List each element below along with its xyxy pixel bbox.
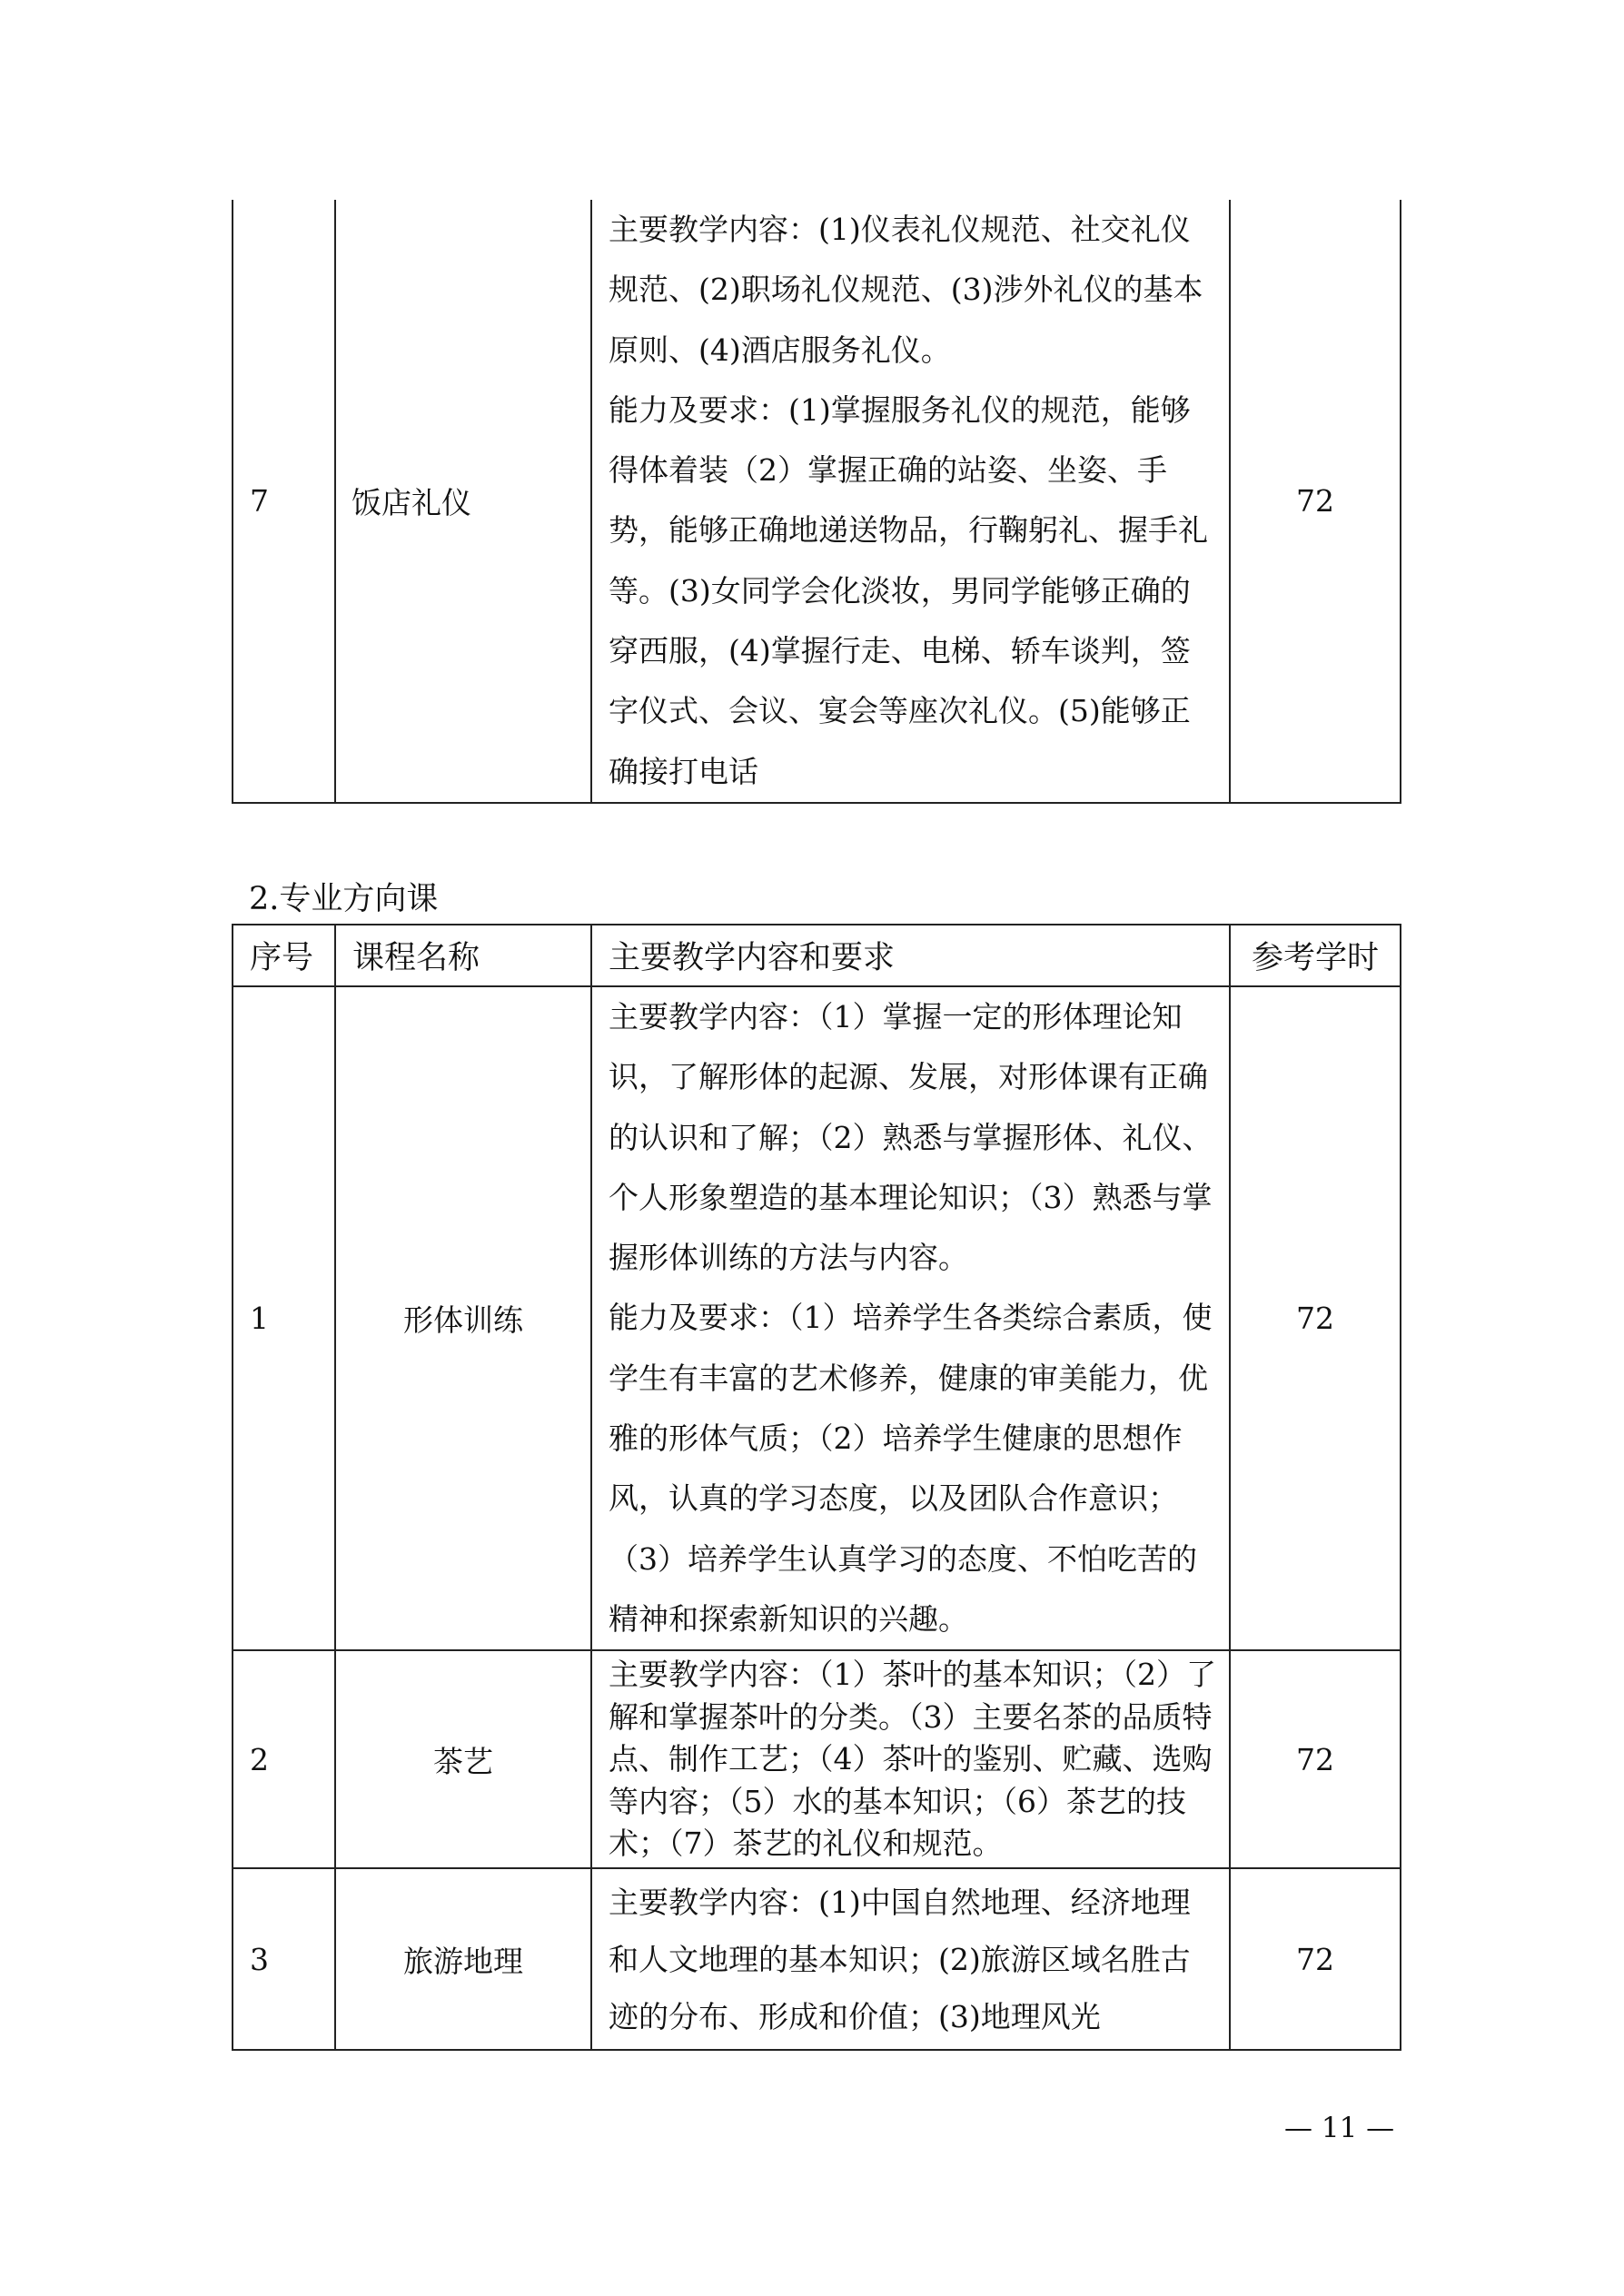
content-paragraph: 能力及要求：(1)掌握服务礼仪的规范，能够得体着装（2）掌握正确的站姿、坐姿、手势，能够正确地递送物品，行鞠躬礼、握手礼等。(3)女同学会化淡妆，男同学能够正确的穿西服，(4)掌握行走、电梯、轿车谈判，签字仪式、会议、宴会等座次礼仪。(5)能够正确接打电话 [609, 391, 1208, 789]
section-title: 2.专业方向课 [249, 881, 439, 917]
course-number: 3 [233, 1868, 335, 2050]
course-content [591, 200, 1230, 803]
course-table [232, 924, 1401, 2051]
course-hours: 72 [1230, 1868, 1401, 2050]
course-name: 形体训练 [335, 986, 591, 1650]
content-paragraph: 主要教学内容：（1）掌握一定的形体理论知识，了解形体的起源、发展，对形体课有正确的认识和了解；（2）熟悉与掌握形体、礼仪、个人形象塑造的基本理论知识；（3）熟悉与掌握形体训练的方法与内容。 [609, 999, 1213, 1276]
header-content: 主要教学内容和要求 [591, 925, 1230, 986]
course-number: 1 [233, 986, 335, 1650]
course-number: 7 [233, 200, 335, 803]
course-name: 饭店礼仪 [335, 200, 591, 803]
table-row [233, 1650, 1401, 1868]
course-hours: 72 [1230, 986, 1401, 1650]
course-number: 2 [233, 1650, 335, 1868]
header-hours: 参考学时 [1230, 925, 1401, 986]
course-hours: 72 [1230, 200, 1401, 803]
header-course-name: 课程名称 [335, 925, 591, 986]
course-name: 旅游地理 [335, 1868, 591, 2050]
page-number: — 11 — [1284, 2112, 1395, 2144]
content-paragraph: 主要教学内容：(1)仪表礼仪规范、社交礼仪规范、(2)职场礼仪规范、(3)涉外礼仪的基本原则、(4)酒店服务礼仪。 [609, 212, 1203, 368]
course-content [591, 1650, 1230, 1868]
header-number: 序号 [233, 925, 335, 986]
content-paragraph: 能力及要求：（1）培养学生各类综合素质，使学生有丰富的艺术修养，健康的审美能力，优雅的形体气质；（2）培养学生健康的思想作风，认真的学习态度，以及团队合作意识；（3）培养学生认真学习的态度、不怕吃苦的精神和探索新知识的兴趣。 [609, 1300, 1213, 1637]
content-paragraph: 主要教学内容：（1）茶叶的基本知识；（2）了解和掌握茶叶的分类。（3）主要名茶的品质特点、制作工艺；（4）茶叶的鉴别、贮藏、选购等内容；（5）水的基本知识；（6）茶艺的技术；（7）茶艺的礼仪和规范。 [609, 1657, 1216, 1862]
table-header-row [233, 925, 1401, 986]
course-hours: 72 [1230, 1650, 1401, 1868]
course-name: 茶艺 [335, 1650, 591, 1868]
table-row [233, 200, 1401, 803]
course-table-continued [232, 200, 1401, 804]
table-row [233, 1868, 1401, 2050]
course-content [591, 986, 1230, 1650]
course-content [591, 1868, 1230, 2050]
content-paragraph: 主要教学内容：(1)中国自然地理、经济地理和人文地理的基本知识；(2)旅游区域名胜古迹的分布、形成和价值；(3)地理风光 [609, 1884, 1191, 2034]
table-row [233, 986, 1401, 1650]
